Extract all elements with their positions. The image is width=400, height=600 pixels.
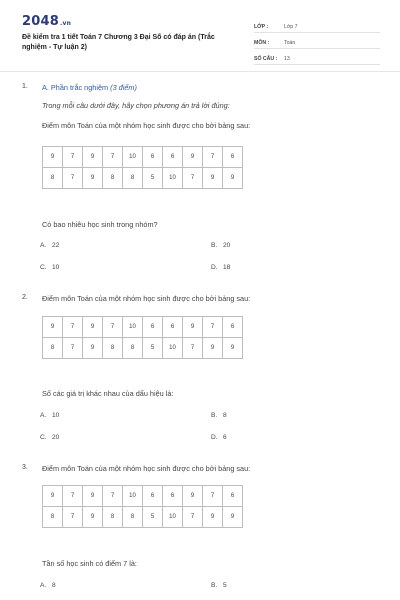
option-text: 10 xyxy=(52,264,60,271)
table-cell: 10 xyxy=(123,486,143,507)
table-cell: 8 xyxy=(123,338,143,359)
table-cell: 8 xyxy=(43,168,63,189)
option-text: 20 xyxy=(223,242,231,249)
option-text: 6 xyxy=(223,434,227,441)
site-logo[interactable] xyxy=(22,14,71,29)
table-cell: 5 xyxy=(143,338,163,359)
table-cell: 6 xyxy=(143,147,163,168)
table-cell: 5 xyxy=(143,507,163,528)
option-label: C. xyxy=(40,434,47,441)
table-cell: 9 xyxy=(43,147,63,168)
table-cell: 9 xyxy=(183,486,203,507)
table-row xyxy=(43,168,243,189)
table-cell: 7 xyxy=(203,147,223,168)
table-cell: 7 xyxy=(103,317,123,338)
table-cell: 6 xyxy=(223,147,243,168)
option-label: D. xyxy=(211,434,218,441)
table-cell: 8 xyxy=(103,168,123,189)
table-cell: 6 xyxy=(223,317,243,338)
table-cell: 7 xyxy=(103,486,123,507)
meta-key: MÔN : xyxy=(254,40,270,46)
table-cell: 9 xyxy=(183,147,203,168)
table-cell: 10 xyxy=(123,147,143,168)
table-cell: 9 xyxy=(83,507,103,528)
option-a[interactable] xyxy=(40,412,59,419)
document-title: Đề kiểm tra 1 tiết Toán 7 Chương 3 Đại Số có đáp án (Trắc nghiệm - Tự luận 2) xyxy=(22,34,215,51)
option-b[interactable] xyxy=(211,242,230,249)
meta-row-class xyxy=(254,17,380,33)
table-cell: 6 xyxy=(163,317,183,338)
meta-key: LỚP : xyxy=(254,24,269,30)
option-label: A. xyxy=(40,582,47,589)
table-cell: 9 xyxy=(83,317,103,338)
option-d[interactable] xyxy=(211,264,230,271)
score-table xyxy=(42,316,243,359)
option-label: C. xyxy=(40,264,47,271)
section-instruction: Trong mỗi câu dưới đây, hãy chọn phương án trả lời đúng: xyxy=(42,101,230,110)
meta-row-subject xyxy=(254,33,380,49)
question-number: 3. xyxy=(22,464,28,471)
table-cell: 7 xyxy=(183,168,203,189)
question-text: Có bao nhiêu học sinh trong nhóm? xyxy=(42,220,158,229)
table-cell: 6 xyxy=(163,486,183,507)
meta-info xyxy=(254,17,380,65)
table-cell: 10 xyxy=(163,338,183,359)
option-a[interactable] xyxy=(40,242,59,249)
table-cell: 7 xyxy=(63,338,83,359)
table-cell: 9 xyxy=(183,317,203,338)
table-cell: 9 xyxy=(223,168,243,189)
table-cell: 9 xyxy=(83,338,103,359)
table-cell: 9 xyxy=(203,507,223,528)
question-text: Tần số học sinh có điểm 7 là: xyxy=(42,559,137,568)
option-text: 5 xyxy=(223,582,227,589)
option-text: 8 xyxy=(223,412,227,419)
table-cell: 7 xyxy=(203,486,223,507)
table-cell: 7 xyxy=(183,507,203,528)
section-title-text: A. Phần trắc nghiệm xyxy=(42,83,109,92)
table-cell: 10 xyxy=(163,168,183,189)
table-cell: 9 xyxy=(43,317,63,338)
option-c[interactable] xyxy=(40,264,59,271)
meta-row-count xyxy=(254,49,380,65)
option-b[interactable] xyxy=(211,412,227,419)
option-text: 22 xyxy=(52,242,60,249)
score-table xyxy=(42,485,243,528)
table-cell: 8 xyxy=(43,507,63,528)
logo-tld: .vn xyxy=(59,20,72,27)
table-cell: 9 xyxy=(83,168,103,189)
table-cell: 8 xyxy=(43,338,63,359)
table-cell: 8 xyxy=(123,168,143,189)
table-row xyxy=(43,486,243,507)
table-cell: 6 xyxy=(143,486,163,507)
table-cell: 10 xyxy=(163,507,183,528)
option-a[interactable] xyxy=(40,582,56,589)
table-cell: 6 xyxy=(143,317,163,338)
table-cell: 10 xyxy=(123,317,143,338)
table-cell: 9 xyxy=(203,338,223,359)
logo-text: 2048 xyxy=(22,14,59,29)
table-cell: 5 xyxy=(143,168,163,189)
table-cell: 7 xyxy=(63,317,83,338)
option-label: A. xyxy=(40,412,47,419)
score-table xyxy=(42,146,243,189)
option-label: A. xyxy=(40,242,47,249)
table-cell: 9 xyxy=(203,168,223,189)
option-text: 20 xyxy=(52,434,60,441)
table-cell: 9 xyxy=(223,338,243,359)
table-cell: 9 xyxy=(83,486,103,507)
table-cell: 8 xyxy=(123,507,143,528)
section-title xyxy=(42,83,137,92)
question-prompt: Điểm môn Toán của một nhóm học sinh được cho bởi bảng sau: xyxy=(42,294,251,303)
option-b[interactable] xyxy=(211,582,227,589)
table-cell: 9 xyxy=(83,147,103,168)
option-label: D. xyxy=(211,264,218,271)
question-number: 1. xyxy=(22,83,28,90)
table-cell: 9 xyxy=(43,486,63,507)
table-cell: 7 xyxy=(63,486,83,507)
table-cell: 8 xyxy=(103,338,123,359)
option-text: 10 xyxy=(52,412,60,419)
question-prompt: Điểm môn Toán của một nhóm học sinh được cho bởi bảng sau: xyxy=(42,121,251,130)
question-prompt: Điểm môn Toán của một nhóm học sinh được cho bởi bảng sau: xyxy=(42,464,251,473)
option-label: B. xyxy=(211,412,218,419)
table-row xyxy=(43,317,243,338)
table-cell: 7 xyxy=(183,338,203,359)
question-number: 2. xyxy=(22,294,28,301)
option-text: 18 xyxy=(223,264,231,271)
table-cell: 7 xyxy=(63,507,83,528)
option-c[interactable] xyxy=(40,434,59,441)
table-cell: 6 xyxy=(163,147,183,168)
table-cell: 7 xyxy=(103,147,123,168)
table-row xyxy=(43,338,243,359)
table-cell: 7 xyxy=(63,147,83,168)
question-text: Số các giá trị khác nhau của dấu hiệu là: xyxy=(42,389,174,398)
meta-value: 13 xyxy=(284,56,290,62)
option-d[interactable] xyxy=(211,434,227,441)
meta-key: SỐ CÂU : xyxy=(254,56,278,62)
table-row xyxy=(43,147,243,168)
section-points: (3 điểm) xyxy=(110,83,137,92)
table-cell: 7 xyxy=(63,168,83,189)
table-row xyxy=(43,507,243,528)
option-text: 8 xyxy=(52,582,56,589)
meta-value: Toán xyxy=(284,40,296,46)
meta-value: Lớp 7 xyxy=(284,24,298,30)
option-label: B. xyxy=(211,582,218,589)
table-cell: 8 xyxy=(103,507,123,528)
page-header xyxy=(0,0,400,72)
table-cell: 9 xyxy=(223,507,243,528)
table-cell: 7 xyxy=(203,317,223,338)
option-label: B. xyxy=(211,242,218,249)
table-cell: 6 xyxy=(223,486,243,507)
